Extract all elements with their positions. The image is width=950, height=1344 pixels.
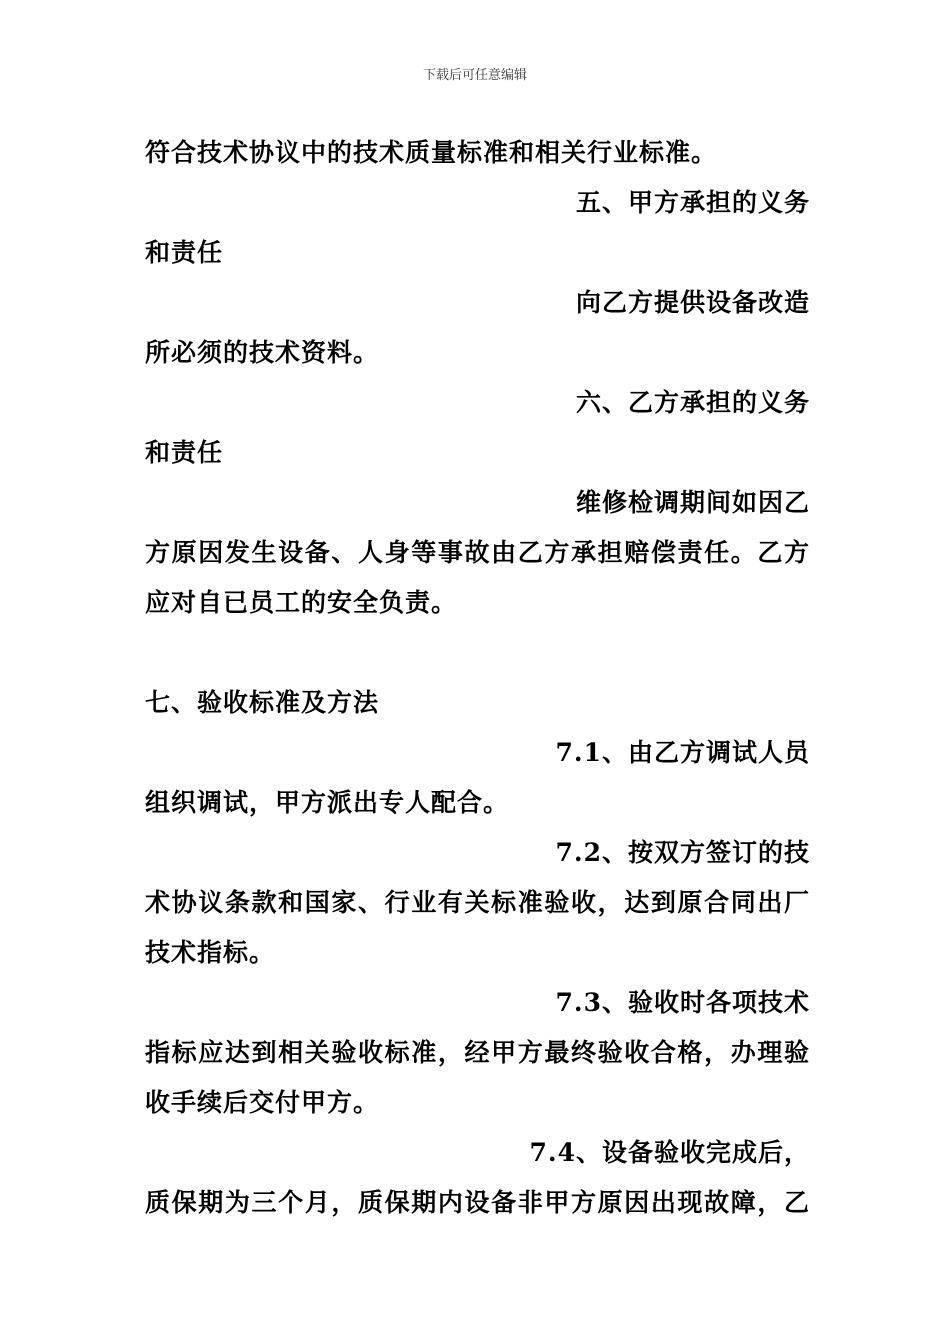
section-heading-7: 七、验收标准及方法 <box>145 688 380 717</box>
paragraph-line: 所必须的技术资料。 <box>145 338 380 367</box>
paragraph-line: 方原因发生设备、人身等事故由乙方承担赔偿责任。乙方 <box>145 538 810 567</box>
paragraph-line: 向乙方提供设备改造 <box>575 288 810 317</box>
paragraph-line: 和责任 <box>145 238 224 267</box>
clause-7-2: 7.2、按双方签订的技 <box>555 838 810 867</box>
paragraph-line: 和责任 <box>145 438 224 467</box>
paragraph-line: 维修检调期间如因乙 <box>575 488 810 517</box>
paragraph-line: 收手续后交付甲方。 <box>145 1088 380 1117</box>
clause-7-4: 7.4、设备验收完成后， <box>529 1138 810 1167</box>
paragraph-line: 符合技术协议中的技术质量标准和相关行业标准。 <box>145 138 718 167</box>
paragraph-line: 指标应达到相关验收标准，经甲方最终验收合格，办理验 <box>145 1038 810 1067</box>
clause-7-1: 7.1、由乙方调试人员 <box>555 738 810 767</box>
paragraph-line: 组织调试，甲方派出专人配合。 <box>145 788 510 817</box>
paragraph-line: 术协议条款和国家、行业有关标准验收，达到原合同出厂 <box>145 888 810 917</box>
section-heading-6: 六、乙方承担的义务 <box>575 388 810 417</box>
paragraph-line: 技术指标。 <box>145 938 276 967</box>
paragraph-line: 应对自已员工的安全负责。 <box>145 588 458 617</box>
paragraph-gap <box>145 628 810 678</box>
document-body <box>145 128 810 1228</box>
section-heading-5: 五、甲方承担的义务 <box>575 188 810 217</box>
clause-7-3: 7.3、验收时各项技术 <box>555 988 810 1017</box>
page-header: 下载后可任意编辑 <box>422 68 527 83</box>
paragraph-line: 质保期为三个月，质保期内设备非甲方原因出现故障，乙 <box>145 1188 810 1217</box>
